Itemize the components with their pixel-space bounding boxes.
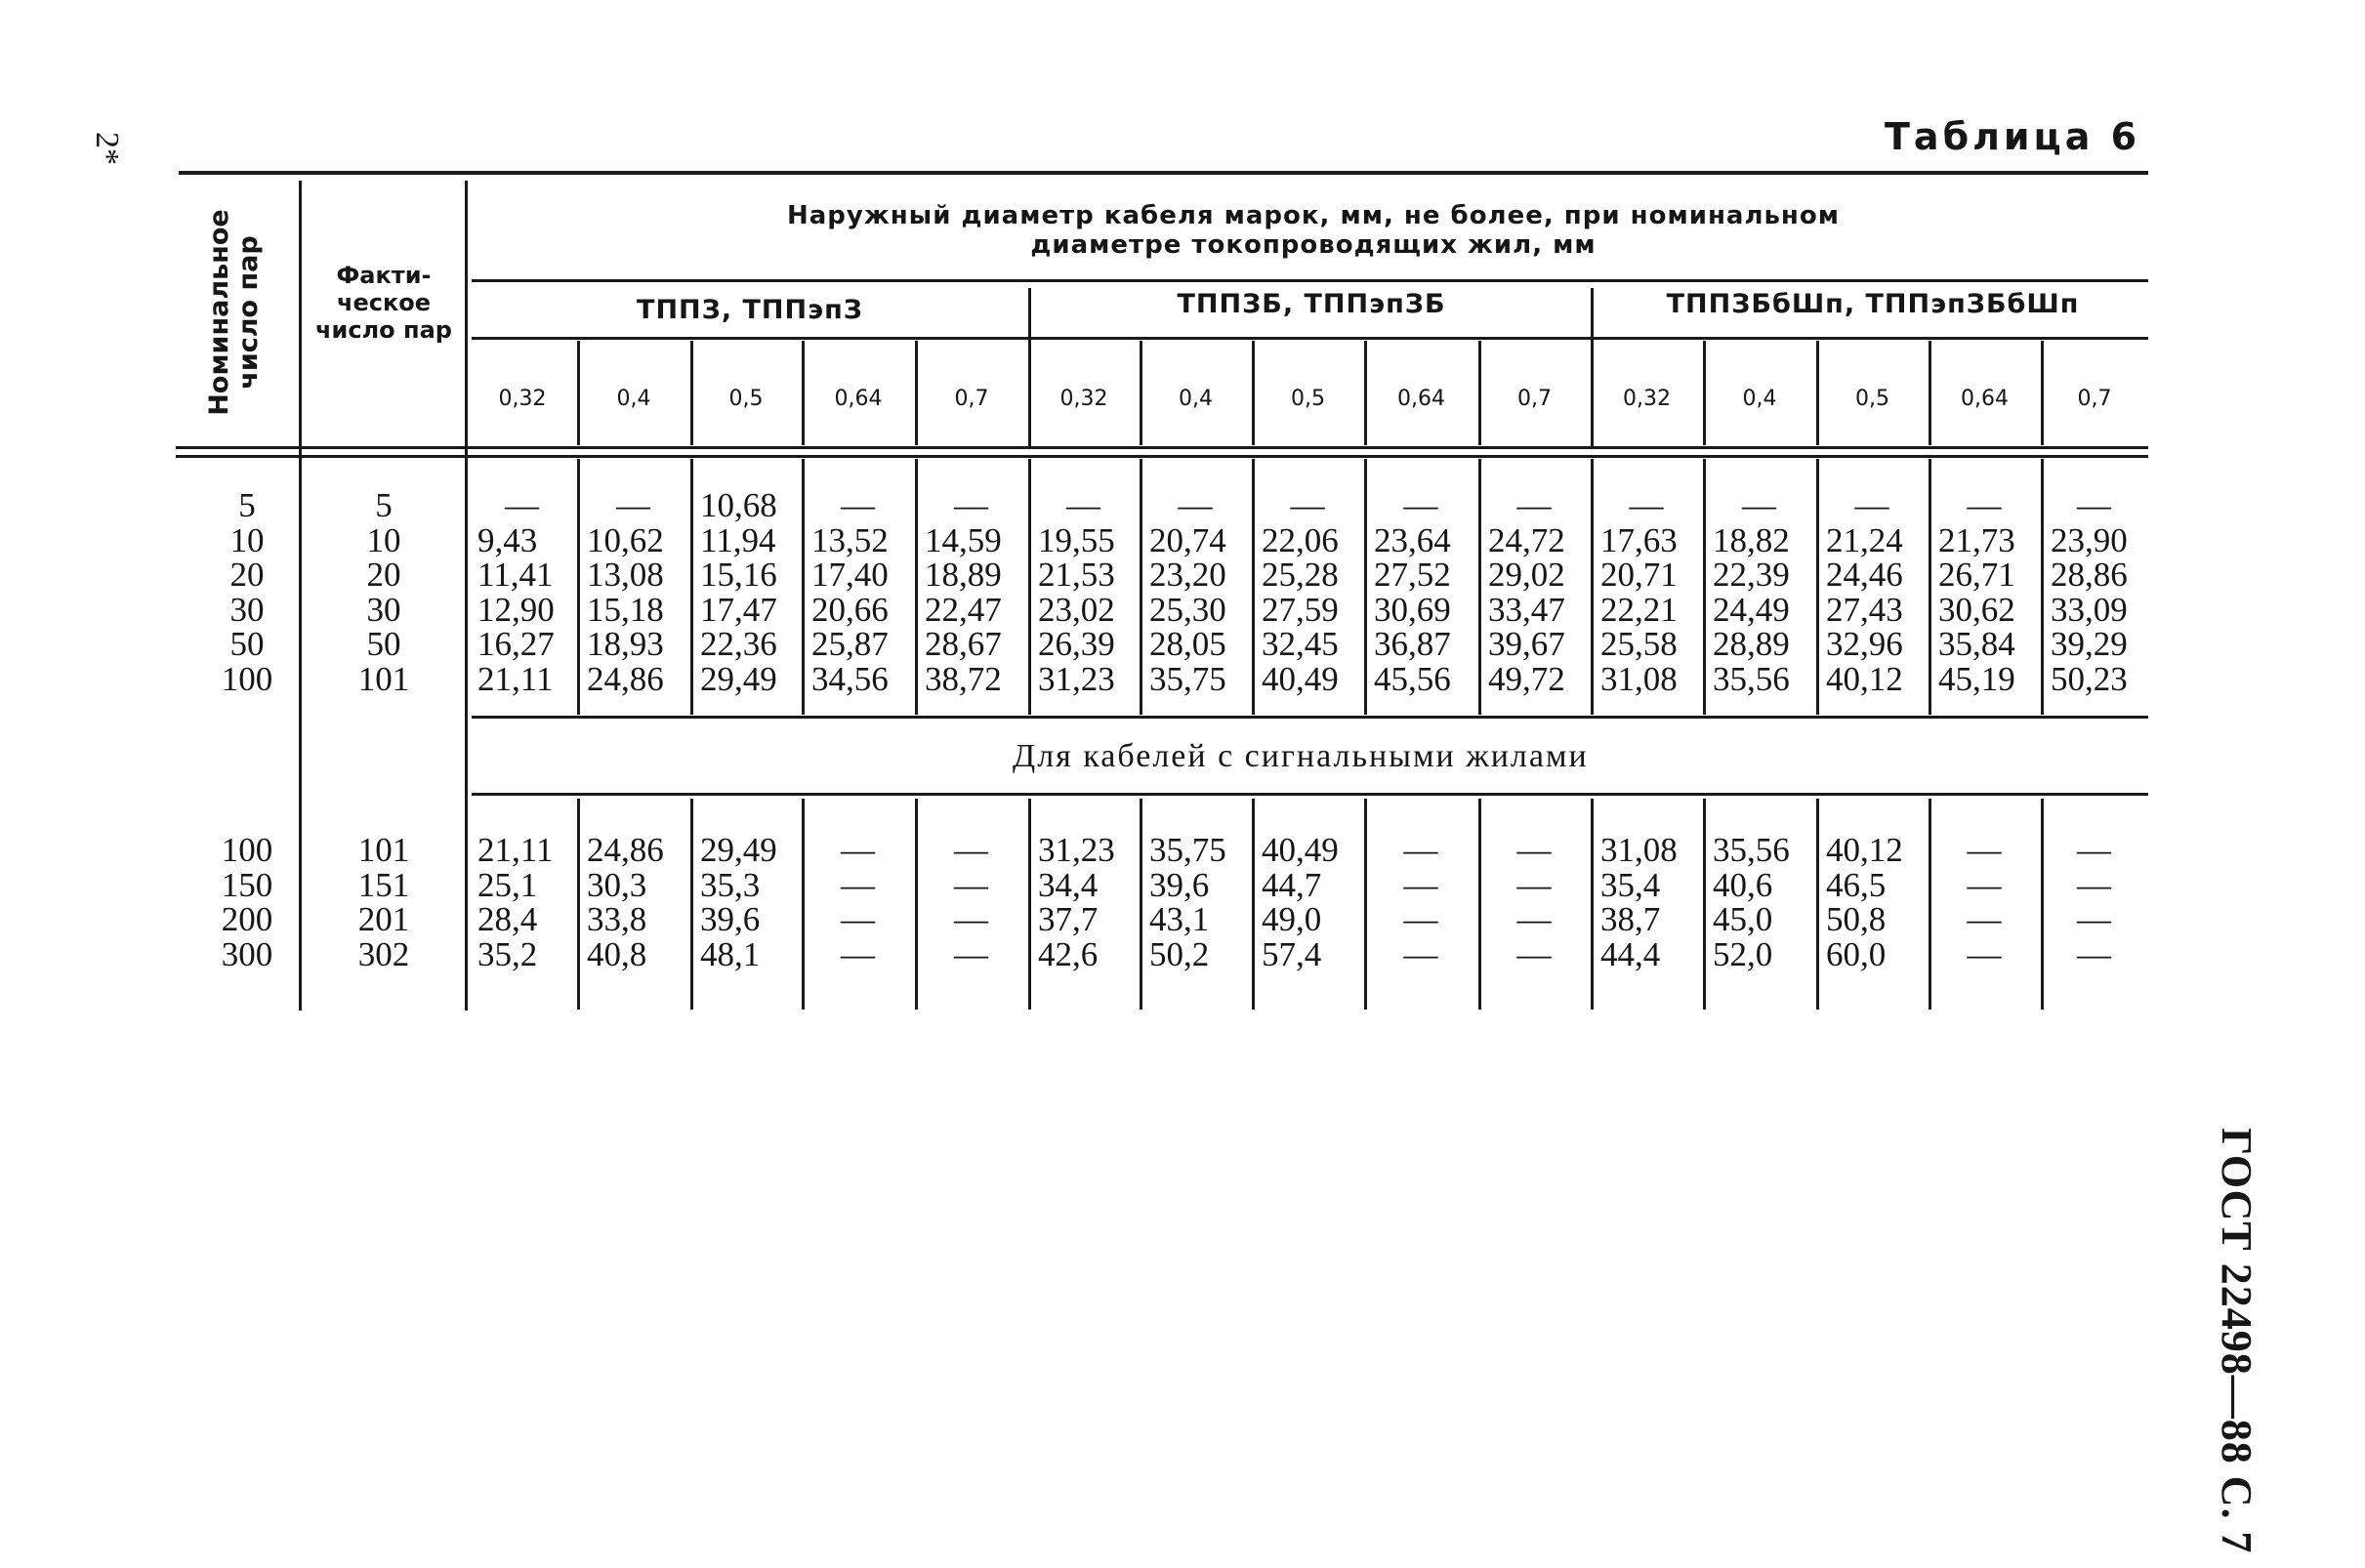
main-nominal-pairs: 5 <box>238 486 256 524</box>
section-rule-top <box>472 716 2148 719</box>
signal-value-cell: 35,3 <box>700 865 761 904</box>
main-value-cell: 29,49 <box>700 659 777 698</box>
main-value-cell: 39,29 <box>2051 625 2128 663</box>
brand-group-1: ТППЗ, ТППэпЗ <box>637 295 863 325</box>
table-label: Таблица 6 <box>1885 115 2141 158</box>
main-value-cell: 32,96 <box>1826 625 1903 663</box>
main-value-cell: 45,19 <box>1938 659 2015 698</box>
main-actual-pairs: 101 <box>357 659 410 698</box>
main-value-cell: 30,69 <box>1374 590 1451 629</box>
table-top-rule <box>179 171 2148 175</box>
signal-value-cell: 49,0 <box>1262 900 1322 938</box>
main-value-cell: — <box>1066 486 1100 524</box>
main-actual-pairs: 50 <box>366 625 401 663</box>
signal-nominal-pairs: 300 <box>221 934 273 973</box>
main-actual-pairs: 10 <box>366 520 401 559</box>
main-value-cell: 11,94 <box>700 520 776 559</box>
signal-value-cell: — <box>841 934 875 973</box>
signal-value-cell: 38,7 <box>1600 900 1661 938</box>
main-value-cell: 28,89 <box>1713 625 1790 663</box>
main-value-cell: 19,55 <box>1038 520 1115 559</box>
signal-col-line <box>802 799 805 1010</box>
main-value-cell: — <box>1967 486 2002 524</box>
main-value-cell: — <box>2077 486 2111 524</box>
signal-col-line <box>1591 799 1594 1010</box>
signal-value-cell: — <box>1516 865 1552 904</box>
body-col-line <box>1591 459 1594 715</box>
signal-value-cell: — <box>1967 934 2002 973</box>
signal-value-cell: 40,12 <box>1826 831 1903 869</box>
main-value-cell: — <box>1290 486 1325 524</box>
main-value-cell: 24,49 <box>1713 590 1790 629</box>
main-value-cell: 29,02 <box>1488 556 1565 594</box>
signal-value-cell: 50,2 <box>1149 934 1210 973</box>
main-value-cell: 23,64 <box>1374 520 1451 559</box>
main-value-cell: 45,56 <box>1374 659 1451 698</box>
main-value-cell: 40,49 <box>1262 659 1339 698</box>
main-value-cell: 27,59 <box>1262 590 1339 629</box>
signal-value-cell: — <box>2077 934 2111 973</box>
main-value-cell: 40,12 <box>1826 659 1903 698</box>
main-value-cell: 12,90 <box>477 590 555 629</box>
signal-value-cell: — <box>1967 831 2002 869</box>
diameter-header: 0,4 <box>1742 387 1777 411</box>
main-value-cell: — <box>616 486 650 524</box>
header-actual-pairs: Факти-ческое число пар <box>315 262 452 344</box>
signal-value-cell: 35,2 <box>477 934 538 973</box>
signal-value-cell: — <box>841 900 875 938</box>
main-value-cell: 31,08 <box>1600 659 1678 698</box>
brand-group-2: ТППЗБ, ТППэпЗБ <box>1177 289 1446 319</box>
signal-value-cell: — <box>1516 934 1552 973</box>
main-value-cell: 17,63 <box>1600 520 1678 559</box>
diameter-header: 0,64 <box>834 387 883 411</box>
main-value-cell: 21,53 <box>1038 556 1115 594</box>
main-value-cell: 25,58 <box>1600 625 1678 663</box>
signal-col-line <box>1140 799 1142 1010</box>
main-value-cell: — <box>505 486 539 524</box>
body-col-line <box>1252 459 1255 715</box>
signal-value-cell: 33,8 <box>587 900 647 938</box>
main-value-cell: 24,86 <box>587 659 664 698</box>
diameter-header: 0,7 <box>1517 387 1552 411</box>
main-value-cell: — <box>954 486 988 524</box>
body-col-line <box>1929 459 1931 715</box>
signal-col-line <box>690 799 693 1010</box>
body-col-line <box>2041 459 2044 715</box>
signal-col-line <box>1028 799 1031 1010</box>
main-value-cell: 22,21 <box>1600 590 1678 629</box>
body-col-line <box>915 459 918 715</box>
signal-value-cell: 44,4 <box>1600 934 1661 973</box>
main-value-cell: 23,90 <box>2051 520 2128 559</box>
signal-value-cell: — <box>841 865 875 904</box>
main-value-cell: 21,73 <box>1938 520 2015 559</box>
main-value-cell: 27,43 <box>1826 590 1903 629</box>
main-value-cell: 20,74 <box>1149 520 1226 559</box>
diameter-header: 0,32 <box>1059 387 1108 411</box>
signal-value-cell: — <box>1403 865 1438 904</box>
main-value-cell: 26,39 <box>1038 625 1115 663</box>
signal-value-cell: — <box>1403 934 1438 973</box>
main-actual-pairs: 20 <box>366 556 401 594</box>
signal-value-cell: 40,6 <box>1713 865 1773 904</box>
signal-value-cell: — <box>1403 831 1438 869</box>
signal-actual-pairs: 302 <box>357 934 410 973</box>
signal-value-cell: 42,6 <box>1038 934 1099 973</box>
main-value-cell: 15,16 <box>700 556 777 594</box>
main-value-cell: 25,87 <box>811 625 889 663</box>
main-value-cell: 35,75 <box>1149 659 1226 698</box>
signal-value-cell: 37,7 <box>1038 900 1099 938</box>
signal-value-cell: — <box>1967 865 2002 904</box>
signal-value-cell: 29,49 <box>700 831 777 869</box>
signal-nominal-pairs: 100 <box>221 831 273 869</box>
signal-nominal-pairs: 150 <box>221 865 273 904</box>
body-col-line <box>1816 459 1819 715</box>
section-rule-bottom <box>472 793 2148 796</box>
main-value-cell: 17,47 <box>700 590 777 629</box>
signal-col-line <box>1478 799 1481 1010</box>
signal-value-cell: 35,4 <box>1600 865 1661 904</box>
signal-value-cell: 52,0 <box>1713 934 1773 973</box>
body-col-line <box>690 459 693 715</box>
signal-col-line <box>1703 799 1706 1010</box>
signal-value-cell: 35,75 <box>1149 831 1226 869</box>
main-value-cell: 49,72 <box>1488 659 1565 698</box>
main-value-cell: 18,89 <box>925 556 1002 594</box>
body-col-line <box>1364 459 1367 715</box>
col-divider-nominal <box>299 181 302 1011</box>
signal-value-cell: — <box>2077 831 2111 869</box>
signal-value-cell: 31,23 <box>1038 831 1115 869</box>
brand-group-3: ТППЗБбШп, ТППэпЗБбШп <box>1666 289 2080 319</box>
diameter-header: 0,5 <box>728 387 764 411</box>
body-col-line <box>577 459 580 715</box>
main-value-cell: 38,72 <box>925 659 1002 698</box>
signal-value-cell: 28,4 <box>477 900 538 938</box>
main-value-cell: 35,84 <box>1938 625 2015 663</box>
main-value-cell: 39,67 <box>1488 625 1565 663</box>
signal-value-cell: — <box>954 934 988 973</box>
main-value-cell: 18,93 <box>587 625 664 663</box>
diameter-header: 0,5 <box>1291 387 1325 411</box>
diameter-header: 0,7 <box>2077 387 2112 411</box>
signal-value-cell: — <box>2077 900 2111 938</box>
signal-value-cell: 25,1 <box>477 865 538 904</box>
signal-value-cell: — <box>1516 831 1552 869</box>
main-value-cell: — <box>1742 486 1776 524</box>
main-value-cell: — <box>1629 486 1664 524</box>
main-value-cell: 17,40 <box>811 556 889 594</box>
body-col-line <box>1703 459 1706 715</box>
signal-value-cell: 39,6 <box>700 900 761 938</box>
signal-value-cell: 48,1 <box>700 934 761 973</box>
diameter-header: 0,32 <box>1623 387 1671 411</box>
header-nominal-pairs: Номинальное число пар <box>204 209 264 416</box>
signal-value-cell: 35,56 <box>1713 831 1790 869</box>
main-value-cell: 26,71 <box>1938 556 2015 594</box>
signal-col-line <box>1364 799 1367 1010</box>
main-value-cell: 22,47 <box>925 590 1002 629</box>
main-actual-pairs: 5 <box>375 486 393 524</box>
signal-value-cell: — <box>1516 900 1552 938</box>
main-value-cell: 21,24 <box>1826 520 1903 559</box>
signal-actual-pairs: 201 <box>357 900 410 938</box>
body-col-line <box>1140 459 1142 715</box>
diameter-header: 0,64 <box>1397 387 1445 411</box>
main-value-cell: — <box>841 486 875 524</box>
main-value-cell: 28,05 <box>1149 625 1226 663</box>
diameter-header: 0,5 <box>1855 387 1889 411</box>
signal-value-cell: — <box>2077 865 2111 904</box>
main-value-cell: 30,62 <box>1938 590 2015 629</box>
main-value-cell: — <box>1854 486 1889 524</box>
main-value-cell: 36,87 <box>1374 625 1451 663</box>
signal-value-cell: 44,7 <box>1262 865 1322 904</box>
header-rule-2 <box>472 337 2148 340</box>
main-value-cell: 28,86 <box>2051 556 2128 594</box>
signal-col-line <box>1252 799 1255 1010</box>
main-value-cell: 14,59 <box>925 520 1002 559</box>
main-value-cell: 22,36 <box>700 625 777 663</box>
main-value-cell: 16,27 <box>477 625 555 663</box>
main-value-cell: 27,52 <box>1374 556 1451 594</box>
main-nominal-pairs: 100 <box>221 659 273 698</box>
body-col-line <box>1028 459 1031 715</box>
main-actual-pairs: 30 <box>366 590 401 629</box>
main-value-cell: 32,45 <box>1262 625 1339 663</box>
signal-value-cell: 39,6 <box>1149 865 1210 904</box>
signal-value-cell: — <box>954 831 988 869</box>
diameter-header: 0,32 <box>498 387 547 411</box>
main-value-cell: 34,56 <box>811 659 889 698</box>
main-value-cell: 23,02 <box>1038 590 1115 629</box>
signal-col-line <box>577 799 580 1010</box>
main-nominal-pairs: 20 <box>229 556 265 594</box>
main-value-cell: 20,66 <box>811 590 889 629</box>
main-value-cell: — <box>1516 486 1552 524</box>
header-rule-1 <box>472 279 2148 282</box>
signal-value-cell: — <box>954 900 988 938</box>
signal-value-cell: — <box>1403 900 1438 938</box>
signal-value-cell: 21,11 <box>477 831 554 869</box>
main-value-cell: 13,08 <box>587 556 664 594</box>
main-value-cell: 23,20 <box>1149 556 1226 594</box>
diameter-header: 0,64 <box>1961 387 2009 411</box>
main-value-cell: 50,23 <box>2051 659 2128 698</box>
main-value-cell: 31,23 <box>1038 659 1115 698</box>
signal-nominal-pairs: 200 <box>221 900 273 938</box>
main-value-cell: — <box>1403 486 1438 524</box>
main-value-cell: 11,41 <box>477 556 554 594</box>
signal-col-line <box>1929 799 1931 1010</box>
main-nominal-pairs: 50 <box>229 625 265 663</box>
main-value-cell: 24,46 <box>1826 556 1903 594</box>
signal-value-cell: — <box>954 865 988 904</box>
col-divider-actual <box>465 181 468 1011</box>
signal-value-cell: 50,8 <box>1826 900 1887 938</box>
header-outer-diameter: Наружный диаметр кабеля марок, мм, не более, при номинальном диаметре токопроводящих жил, мм <box>786 201 1841 260</box>
main-value-cell: 33,09 <box>2051 590 2128 629</box>
body-col-line <box>1478 459 1481 715</box>
signal-value-cell: 40,8 <box>587 934 647 973</box>
diameter-header: 0,4 <box>1179 387 1213 411</box>
signal-value-cell: 30,3 <box>587 865 647 904</box>
document-side-caption: ГОСТ 22498—88 С. 7 <box>2213 1128 2261 1554</box>
signal-value-cell: 60,0 <box>1826 934 1887 973</box>
main-value-cell: 25,30 <box>1149 590 1226 629</box>
main-value-cell: 25,28 <box>1262 556 1339 594</box>
signal-col-line <box>1816 799 1819 1010</box>
section-signal-caption: Для кабелей с сигнальными жилами <box>1013 738 1589 774</box>
main-value-cell: 10,62 <box>587 520 664 559</box>
signal-value-cell: 46,5 <box>1826 865 1887 904</box>
main-value-cell: 33,47 <box>1488 590 1565 629</box>
signal-value-cell: 45,0 <box>1713 900 1773 938</box>
signal-col-line <box>915 799 918 1010</box>
signal-actual-pairs: 151 <box>357 865 410 904</box>
main-value-cell: 35,56 <box>1713 659 1790 698</box>
signal-value-cell: 34,4 <box>1038 865 1099 904</box>
main-value-cell: 22,06 <box>1262 520 1339 559</box>
header-double-rule-a <box>176 446 2148 449</box>
main-value-cell: 18,82 <box>1713 520 1790 559</box>
signal-value-cell: — <box>1967 900 2002 938</box>
signal-actual-pairs: 101 <box>357 831 410 869</box>
main-nominal-pairs: 10 <box>229 520 265 559</box>
main-value-cell: 15,18 <box>587 590 664 629</box>
signal-value-cell: 24,86 <box>587 831 664 869</box>
diameter-header: 0,4 <box>616 387 651 411</box>
main-value-cell: 10,68 <box>700 486 777 524</box>
body-col-line <box>802 459 805 715</box>
main-value-cell: 24,72 <box>1488 520 1565 559</box>
signal-value-cell: — <box>841 831 875 869</box>
main-value-cell: 20,71 <box>1600 556 1678 594</box>
signal-value-cell: 31,08 <box>1600 831 1678 869</box>
main-value-cell: — <box>1178 486 1213 524</box>
signal-col-line <box>2041 799 2044 1010</box>
main-value-cell: 28,67 <box>925 625 1002 663</box>
main-value-cell: 22,39 <box>1713 556 1790 594</box>
header-double-rule-b <box>176 455 2148 458</box>
page-marker: 2* <box>89 132 125 165</box>
signal-value-cell: 43,1 <box>1149 900 1210 938</box>
main-value-cell: 13,52 <box>811 520 889 559</box>
main-value-cell: 21,11 <box>477 659 554 698</box>
main-value-cell: 9,43 <box>477 520 538 559</box>
signal-value-cell: 57,4 <box>1262 934 1322 973</box>
diameter-header: 0,7 <box>954 387 989 411</box>
main-nominal-pairs: 30 <box>229 590 265 629</box>
signal-value-cell: 40,49 <box>1262 831 1339 869</box>
